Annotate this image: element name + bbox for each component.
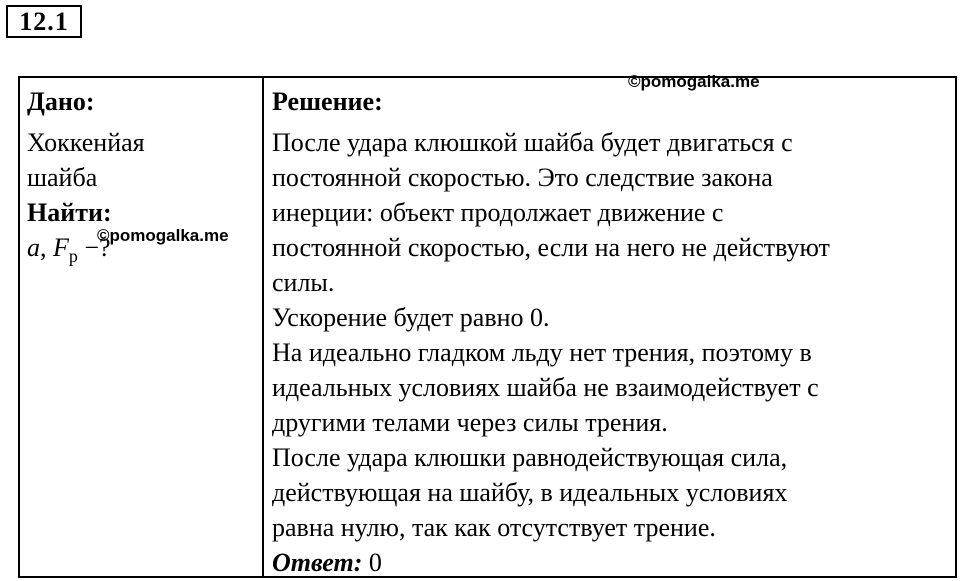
column-divider bbox=[262, 78, 264, 576]
sought-a: a bbox=[27, 233, 40, 262]
answer-value: 0 bbox=[362, 548, 382, 577]
sought-question: −? bbox=[77, 233, 111, 262]
watermark-top: ©pomogalka.me bbox=[628, 72, 760, 91]
given-line: шайба bbox=[27, 163, 98, 192]
solution-line: постоянной скоростью. Это следствие закона bbox=[272, 163, 773, 192]
given-line: Хоккенйая bbox=[27, 128, 145, 157]
sought-separator: , bbox=[40, 233, 53, 262]
sought-force: F bbox=[53, 233, 69, 262]
find-heading: Найти: bbox=[27, 198, 112, 227]
solution-line: На идеально гладком льду нет трения, поэтому в bbox=[272, 338, 812, 367]
solution-line: инерции: объект продолжает движение с bbox=[272, 198, 724, 227]
sought-force-subscript: р bbox=[68, 246, 78, 266]
solution-column bbox=[272, 84, 952, 580]
watermark-left: ©pomogalka.me bbox=[97, 226, 229, 245]
solution-table bbox=[18, 76, 957, 578]
answer-label: Ответ: bbox=[272, 548, 363, 577]
solution-line: После удара клюшки равнодействующая сила, bbox=[272, 443, 788, 472]
solution-heading: Решение: bbox=[272, 87, 383, 116]
answer-line bbox=[272, 545, 952, 580]
solution-line: идеальных условиях шайба не взаимодействует с bbox=[272, 373, 819, 402]
solution-line: постоянной скоростью, если на него не действуют bbox=[272, 233, 830, 262]
solution-line: действующая на шайбу, в идеальных условиях bbox=[272, 478, 788, 507]
solution-line: равна нулю, так как отсутствует трение. bbox=[272, 513, 716, 542]
solution-line: другими телами через силы трения. bbox=[272, 408, 668, 437]
given-heading: Дано: bbox=[27, 87, 95, 116]
solution-line: Ускорение будет равно 0. bbox=[272, 303, 550, 332]
problem-number: 12.1 bbox=[6, 5, 82, 38]
solution-line: После удара клюшкой шайба будет двигаться с bbox=[272, 128, 793, 157]
solution-line: силы. bbox=[272, 268, 335, 297]
